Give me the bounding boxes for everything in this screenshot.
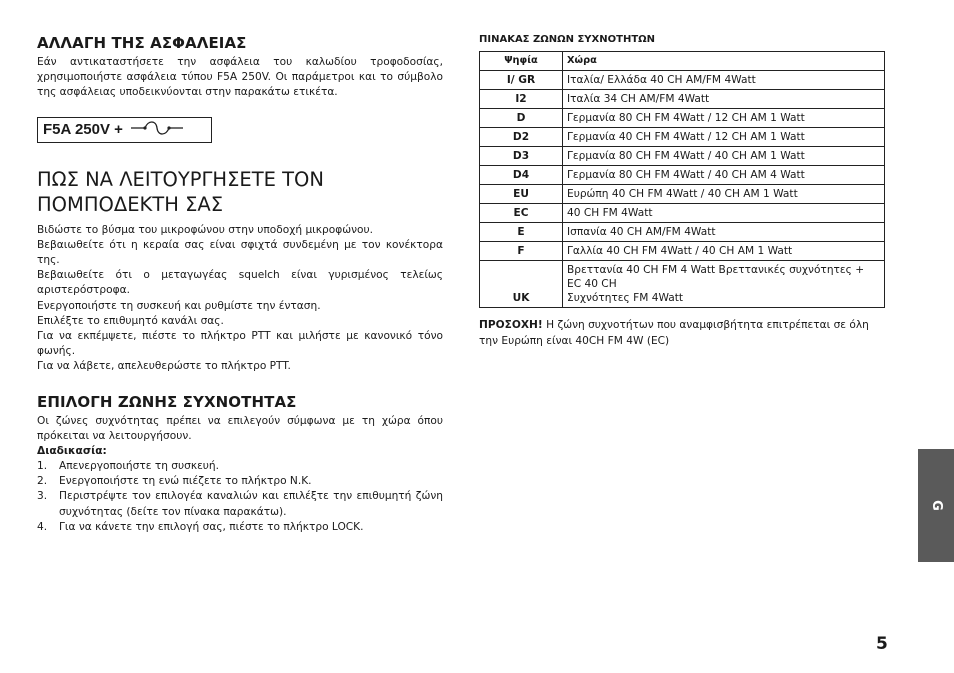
table-row bbox=[480, 90, 885, 109]
row-code: I/ GR bbox=[480, 71, 563, 90]
row-code: I2 bbox=[480, 90, 563, 109]
language-tab bbox=[918, 449, 954, 562]
row-country: Ευρώπη 40 CH FM 4Watt / 40 CH AM 1 Watt bbox=[563, 185, 885, 204]
left-column bbox=[37, 34, 443, 535]
header-country: Χώρα bbox=[563, 52, 885, 71]
step-number: 3. bbox=[37, 490, 48, 503]
fuse-label-text: F5A 250V + bbox=[43, 121, 123, 139]
table-row-uk bbox=[480, 261, 885, 308]
table-title: ΠΙΝΑΚΑΣ ΖΩΝΩΝ ΣΥΧΝΟΤΗΤΩΝ bbox=[479, 34, 656, 45]
frequency-table bbox=[479, 51, 885, 308]
fuse-symbol-icon bbox=[129, 118, 185, 142]
right-column bbox=[479, 34, 885, 349]
fuse-text: Εάν αντικαταστήσετε την ασφάλεια του καλωδίου τροφοδοσίας, χρησιμοποιήστε ασφάλεια τύπου F5A 250V. Οι παράμετροι και το σύμβολο της ασφάλειας υποδεικνύονται στην παρακάτω ετικέτα. bbox=[37, 56, 443, 99]
operate-line-1: Βιδώστε το βύσμα του μικροφώνου στην υποδοχή μικροφώνου. bbox=[37, 223, 373, 236]
procedure-steps bbox=[37, 459, 443, 535]
step-item bbox=[37, 459, 443, 474]
row-code: D3 bbox=[480, 147, 563, 166]
operate-heading: ΠΩΣ ΝΑ ΛΕΙΤΟΥΡΓΗΣΕΤΕ ΤΟΝ ΠΟΜΠΟΔΕΚΤΗ ΣΑΣ bbox=[37, 167, 324, 216]
uk-country-line-2: Συχνότητες FM 4Watt bbox=[567, 292, 684, 304]
row-code: E bbox=[480, 223, 563, 242]
fuse-label-box bbox=[37, 117, 212, 143]
procedure-label: Διαδικασία: bbox=[37, 445, 107, 458]
row-country: Γερμανία 80 CH FM 4Watt / 40 CH AM 4 Watt bbox=[563, 166, 885, 185]
step-item bbox=[37, 489, 443, 519]
language-tab-label: G bbox=[928, 500, 944, 511]
row-code: D2 bbox=[480, 128, 563, 147]
row-code: UK bbox=[480, 261, 563, 308]
row-country: Ισπανία 40 CH AM/FM 4Watt bbox=[563, 223, 885, 242]
row-country bbox=[563, 261, 885, 308]
table-row bbox=[480, 128, 885, 147]
row-country: Γαλλία 40 CH FM 4Watt / 40 CH AM 1 Watt bbox=[563, 242, 885, 261]
band-heading: ΕΠΙΛΟΓΗ ΖΩΝΗΣ ΣΥΧΝΟΤΗΤΑΣ bbox=[37, 392, 297, 411]
step-text: Περιστρέψτε τον επιλογέα καναλιών και επιλέξτε την επιθυμητή ζώνη συχνότητας (δείτε τον πίνακα παρακάτω). bbox=[59, 490, 443, 518]
caution-note bbox=[479, 317, 885, 349]
step-text: Για να κάνετε την επιλογή σας, πιέστε το πλήκτρο LOCK. bbox=[59, 520, 364, 533]
caution-label: ΠΡΟΣΟΧΗ! bbox=[479, 319, 543, 331]
table-row bbox=[480, 109, 885, 128]
step-text: Ενεργοποιήστε τη ενώ πιέζετε το πλήκτρο N.K. bbox=[59, 475, 312, 488]
uk-country-line-1: Βρεττανία 40 CH FM 4 Watt Βρεττανικές συχνότητες + EC 40 CH bbox=[567, 264, 865, 290]
step-number: 4. bbox=[37, 520, 48, 533]
step-number: 1. bbox=[37, 460, 48, 473]
fuse-heading: ΑΛΛΑΓΗ ΤΗΣ ΑΣΦΑΛΕΙΑΣ bbox=[37, 34, 247, 52]
table-header-row bbox=[480, 52, 885, 71]
header-code: Ψηφία bbox=[480, 52, 563, 71]
row-country: Γερμανία 40 CH FM 4Watt / 12 CH AM 1 Watt bbox=[563, 128, 885, 147]
row-code: EU bbox=[480, 185, 563, 204]
table-row bbox=[480, 147, 885, 166]
step-item bbox=[37, 520, 443, 535]
row-code: EC bbox=[480, 204, 563, 223]
table-row bbox=[480, 166, 885, 185]
operate-line-6: Για να εκπέμψετε, πιέστε το πλήκτρο PTT και μιλήστε με κανονικό τόνο φωνής. bbox=[37, 330, 443, 358]
row-country: Ιταλία 34 CH AM/FM 4Watt bbox=[563, 90, 885, 109]
operate-line-4: Ενεργοποιήστε τη συσκευή και ρυθμίστε την ένταση. bbox=[37, 299, 321, 312]
table-row bbox=[480, 71, 885, 90]
operate-line-2: Βεβαιωθείτε ότι η κεραία σας είναι σφιχτά συνδεμένη με τον κονέκτορα της. bbox=[37, 238, 443, 267]
operate-line-3: Βεβαιωθείτε ότι ο μεταγωγέας squelch είναι γυρισμένος τελείως αριστερόστροφα. bbox=[37, 269, 443, 297]
table-row bbox=[480, 185, 885, 204]
step-item bbox=[37, 474, 443, 489]
page-number: 5 bbox=[876, 634, 888, 654]
row-code: D4 bbox=[480, 166, 563, 185]
step-text: Απενεργοποιήστε τη συσκευή. bbox=[59, 460, 220, 473]
row-code: D bbox=[480, 109, 563, 128]
row-country: Γερμανία 80 CH FM 4Watt / 40 CH AM 1 Watt bbox=[563, 147, 885, 166]
caution-text: Η ζώνη συχνοτήτων που αναμφισβήτητα επιτρέπεται σε όλη την Ευρώπη είναι 40CH FM 4W (EC) bbox=[479, 319, 869, 347]
table-row bbox=[480, 242, 885, 261]
operate-line-5: Επιλέξτε το επιθυμητό κανάλι σας. bbox=[37, 314, 224, 327]
row-country: 40 CH FM 4Watt bbox=[563, 204, 885, 223]
table-row bbox=[480, 204, 885, 223]
row-country: Ιταλία/ Ελλάδα 40 CH AM/FM 4Watt bbox=[563, 71, 885, 90]
band-intro: Οι ζώνες συχνότητας πρέπει να επιλεγούν σύμφωνα με τη χώρα όπου πρόκειται να λειτουργήσουν. bbox=[37, 414, 443, 442]
step-number: 2. bbox=[37, 475, 48, 488]
row-code: F bbox=[480, 242, 563, 261]
operate-line-7: Για να λάβετε, απελευθερώστε το πλήκτρο PTT. bbox=[37, 360, 291, 373]
table-row bbox=[480, 223, 885, 242]
row-country: Γερμανία 80 CH FM 4Watt / 12 CH AM 1 Watt bbox=[563, 109, 885, 128]
